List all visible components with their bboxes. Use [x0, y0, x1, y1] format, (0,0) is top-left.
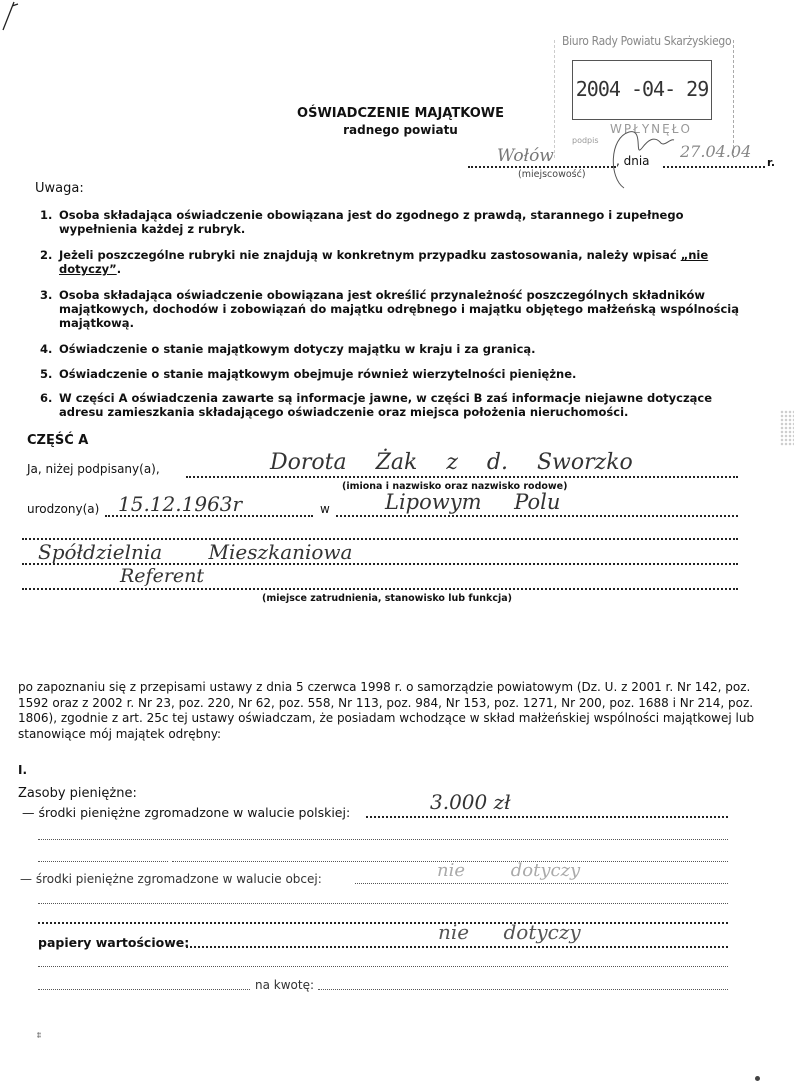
part-a-heading: CZĘŚĆ A: [27, 433, 89, 448]
amount-label: na kwotę:: [255, 978, 315, 992]
note-number: 6.: [40, 391, 53, 405]
note-text: [59, 248, 750, 276]
stamp-signature-label: podpis: [572, 136, 599, 145]
foreign-funds-handwritten: nie dotyczy: [437, 860, 581, 881]
place-handwritten: Wołów: [497, 146, 554, 166]
date-handwritten: 27.04.04: [680, 142, 752, 161]
section-1-numeral: I.: [18, 763, 28, 777]
stamp-received: WPŁYNĘŁO: [610, 122, 692, 136]
securities-handwritten: nie dotyczy: [438, 920, 581, 944]
employer-handwritten: Spółdzielnia Mieszkaniowa: [38, 540, 353, 564]
signatory-field[interactable]: [186, 476, 738, 478]
born-in-label: w: [320, 502, 330, 516]
note-text: Osoba składająca oświadczenie obowiązana jest określić przynależność poszczególnych składników majątkowych, dochodów i zobowiązań do majątku odrębnego i majątku objętego małżeńską wspólnością majątkową.: [59, 288, 739, 330]
document-title: OŚWIADCZENIE MAJĄTKOWE: [297, 106, 504, 121]
birth-date-handwritten: 15.12.1963r: [118, 492, 243, 516]
birth-place-field[interactable]: [336, 515, 738, 517]
document-subtitle: radnego powiatu: [343, 123, 458, 137]
securities-line-3[interactable]: [38, 989, 250, 990]
amount-field[interactable]: [318, 989, 728, 990]
foreign-funds-label: — środki pieniężne zgromadzone w walucie obcej:: [20, 872, 322, 886]
securities-field[interactable]: [186, 946, 728, 948]
employment-field-line-3[interactable]: [22, 588, 738, 590]
place-caption: (miejscowość): [518, 169, 586, 180]
note-text: W części A oświadczenia zawarte są informacje jawne, w części B zaś informacje niejawne dotyczące adresu zamieszkania składającego oświadczenie oraz miejsca położenia nieruchomości.: [59, 391, 713, 419]
pln-funds-line-3a[interactable]: [38, 861, 168, 862]
place-field[interactable]: [468, 166, 616, 168]
securities-label: papiery wartościowe:: [38, 935, 190, 950]
foreign-funds-line-2[interactable]: [38, 903, 728, 904]
scan-speck: [755, 1076, 760, 1081]
note-number: 1.: [40, 208, 53, 222]
note-number: 3.: [40, 288, 53, 302]
note-text: Oświadczenie o stanie majątkowym obejmuje również wierzytelności pieniężne.: [59, 367, 577, 381]
note-text-part: Jeżeli poszczególne rubryki nie znajdują w konkretnym przypadku zastosowania, należy wpisać: [59, 248, 681, 262]
birth-place-handwritten: Lipowym Polu: [385, 490, 561, 514]
note-text-part: .: [116, 262, 122, 276]
note-text-underlined: „nie dotyczy”: [59, 248, 709, 276]
note-number: 5.: [40, 367, 53, 381]
pln-funds-field[interactable]: [366, 816, 728, 818]
stamp-office: Biuro Rady Powiatu Skarżyskiego: [562, 34, 732, 48]
pln-funds-label: — środki pieniężne zgromadzone w walucie polskiej:: [22, 805, 351, 820]
section-1-heading: Zasoby pieniężne:: [18, 786, 137, 801]
note-text: Osoba składająca oświadczenie obowiązana jest do zgodnego z prawdą, starannego i zupełnego wypełnienia każdej z rubryk.: [59, 208, 684, 236]
pln-funds-handwritten: 3.000 zł: [430, 790, 511, 814]
foreign-funds-line-3[interactable]: [38, 922, 728, 924]
scan-speck: [37, 1032, 41, 1038]
notes-heading: Uwaga:: [35, 181, 84, 196]
note-number: 2.: [40, 248, 53, 262]
pen-mark: [0, 0, 30, 35]
registry-stamp: [552, 30, 734, 158]
note-text: Oświadczenie o stanie majątkowym dotyczy majątku w kraju i za granicą.: [59, 342, 536, 356]
securities-line-2[interactable]: [38, 966, 728, 967]
scan-speck: [780, 410, 794, 446]
foreign-funds-field[interactable]: [355, 883, 728, 884]
signatory-label: Ja, niżej podpisany(a),: [27, 462, 160, 476]
pln-funds-line-2[interactable]: [38, 839, 728, 840]
signatory-caption: (imiona i nazwisko oraz nazwisko rodowe): [342, 481, 568, 492]
stamp-date: 2004 -04- 29: [575, 77, 709, 101]
date-field[interactable]: [663, 166, 765, 168]
date-label: , dnia: [616, 154, 650, 168]
note-number: 4.: [40, 342, 53, 356]
employment-caption: (miejsce zatrudnienia, stanowisko lub funkcja): [262, 593, 512, 604]
statement-paragraph: po zapoznaniu się z przepisami ustawy z dnia 5 czerwca 1998 r. o samorządzie powiatowym (Dz. U. z 2001 r. Nr 142, poz. 1592 oraz z 2002 r. Nr 23, poz. 220, Nr 62, poz. 558, Nr 113, poz. 984, Nr 153, poz. 1271, Nr 200, poz. 1688 i Nr 214, poz. 1806), zgodnie z art. 25c tej ustawy oświadczam, że posiadam wchodzące w skład małżeńskiej wspólności majątkowej lub stanowiące mój majątek odrębny:: [18, 680, 755, 741]
signatory-handwritten: Dorota Żak z d. Sworzko: [270, 450, 633, 475]
position-handwritten: Referent: [120, 565, 205, 587]
born-label: urodzony(a): [27, 502, 100, 516]
date-suffix: r.: [767, 156, 776, 169]
